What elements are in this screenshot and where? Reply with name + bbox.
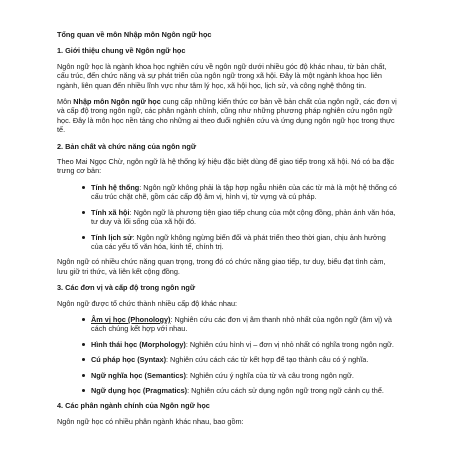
section-2-heading: 2. Bản chất và chức năng của ngôn ngữ: [57, 141, 197, 151]
section-2-list: [57, 183, 397, 251]
list-item: [91, 183, 397, 202]
list-item-text: : Ngôn ngữ không phải là tập hợp ngẫu nhiên của các từ mà là một hệ thống có cấu trúc chặt chẽ, gồm các cấp độ âm vị, hình vị, từ vựng và cú pháp.: [91, 182, 397, 202]
list-item-term: Ngữ dụng học (Pragmatics): [91, 385, 188, 395]
list-item-text: : Nghiên cứu cách sử dụng ngôn ngữ trong ngữ cảnh cụ thể.: [187, 385, 384, 395]
list-item: [91, 371, 397, 380]
list-item-text: : Nghiên cứu hình vị – đơn vị nhỏ nhất có nghĩa trong ngôn ngữ.: [185, 339, 394, 349]
section-3-list: [57, 315, 397, 395]
document-title: Tổng quan về môn Nhập môn Ngôn ngữ học: [57, 30, 212, 39]
list-item: [91, 233, 397, 252]
list-item-term: Âm vị học (Phonology): [91, 314, 171, 324]
list-item-term: Tính hệ thống: [91, 182, 140, 192]
list-item: [91, 386, 397, 395]
list-item-text: : Ngôn ngữ là phương tiện giao tiếp chung của một cộng đồng, phản ánh văn hóa, tư duy và lối sống của xã hội đó.: [91, 207, 396, 227]
list-item: [91, 340, 397, 349]
section-1-paragraph-2: [57, 97, 397, 135]
list-item-text: : Nghiên cứu cách các từ kết hợp để tạo thành câu có ý nghĩa.: [166, 355, 369, 365]
list-item-term: Tính lịch sử: [91, 232, 133, 242]
section-1-paragraph-1: Ngôn ngữ học là ngành khoa học nghiên cứu về ngôn ngữ dưới nhiều góc độ khác nhau, từ bản chất, cấu trúc, đến chức năng và sự phát triển của ngôn ngữ trong xã hội. Đây là một ngành khoa học liên ngành, liên quan đến nhiều lĩnh vực như tâm lý học, xã hội học, lịch sử, và công nghệ thông tin.: [57, 61, 387, 90]
list-item: [91, 355, 397, 364]
section-3-heading: 3. Các đơn vị và cấp độ trong ngôn ngữ: [57, 283, 196, 293]
section-2-intro: Theo Mai Ngọc Chừ, ngôn ngữ là hệ thống ký hiệu đặc biệt dùng để giao tiếp trong xã hội. Nó có ba đặc trưng cơ bản:: [57, 157, 395, 176]
list-item: [91, 315, 397, 334]
section-1-heading: 1. Giới thiệu chung về Ngôn ngữ học: [57, 46, 186, 56]
section-4-heading: 4. Các phân ngành chính của Ngôn ngữ học: [57, 401, 210, 411]
section-3-intro: Ngôn ngữ được tổ chức thành nhiều cấp độ khác nhau:: [57, 298, 238, 308]
paragraph-text: Môn: [57, 97, 74, 107]
list-item-text: : Nghiên cứu các đơn vị âm thanh nhỏ nhất của ngôn ngữ (âm vị) và cách chúng kết hợp với nhau.: [91, 314, 392, 334]
list-item-term: Hình thái học (Morphology): [91, 339, 186, 349]
list-item-text: : Ngôn ngữ không ngừng biến đổi và phát triển theo thời gian, chịu ảnh hưởng của các yếu tố văn hóa, kinh tế, chính trị.: [91, 232, 386, 251]
list-item-term: Tính xã hội: [91, 207, 130, 217]
list-item-term: Ngữ nghĩa học (Semantics): [91, 370, 186, 380]
list-item-text: : Nghiên cứu ý nghĩa của từ và câu trong ngôn ngữ.: [185, 370, 354, 380]
list-item-term: Cú pháp học (Syntax): [91, 355, 166, 365]
course-name: Nhập môn Ngôn ngữ học: [73, 97, 161, 107]
section-4-intro: Ngôn ngữ học có nhiều phân ngành khác nhau, bao gồm:: [57, 416, 244, 426]
paragraph-text: cung cấp những kiến thức cơ bản về bản chất của ngôn ngữ, các đơn vị và cấp độ trong ngôn ngữ, các phân ngành chính, cũng như những phương pháp nghiên cứu ngôn ngữ học. Đây là môn học nền tảng cho những ai theo đuổi nghiên cứu và ứng dụng ngôn ngữ học trong thực tế.: [57, 97, 397, 135]
list-item: [91, 208, 397, 227]
section-2-outro: Ngôn ngữ có nhiều chức năng quan trọng, trong đó có chức năng giao tiếp, tư duy, biểu đạt tình cảm, lưu giữ tri thức, và liên kết cộng đồng.: [57, 257, 386, 276]
